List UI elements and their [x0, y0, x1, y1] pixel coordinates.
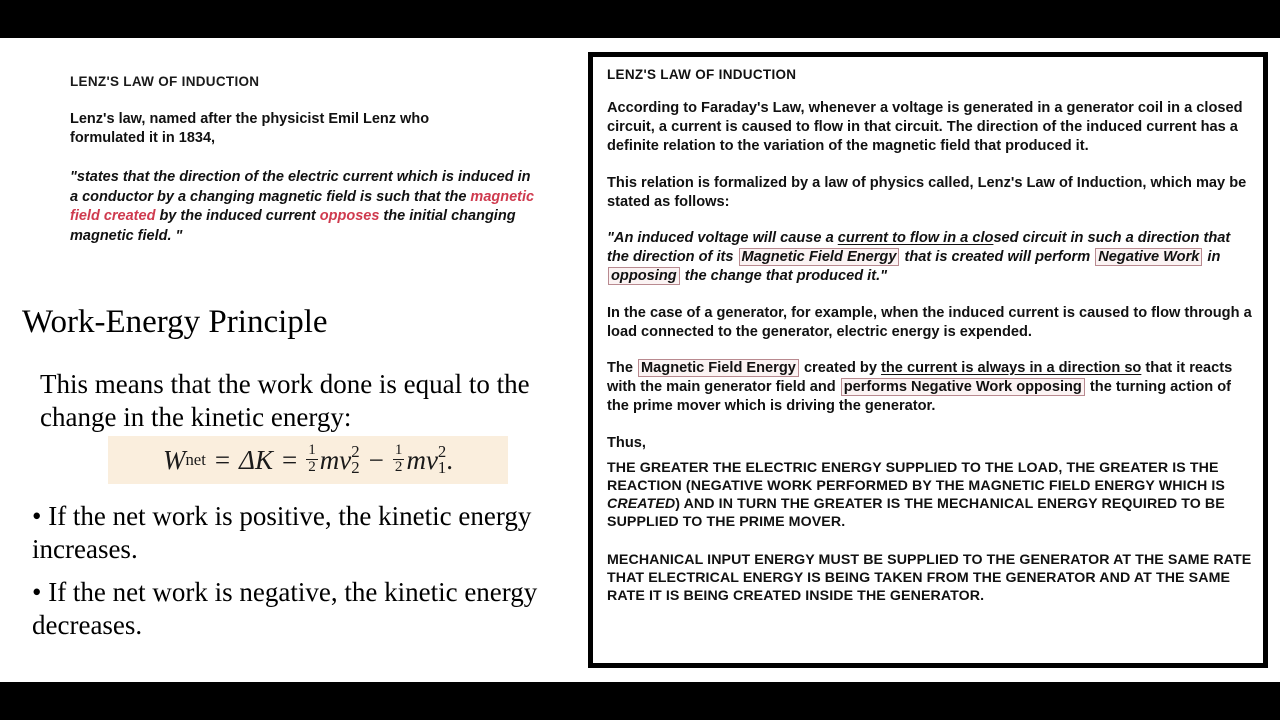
work-energy-formula-box	[108, 436, 508, 484]
rq-segment-5: the change that produced it."	[680, 268, 888, 285]
bullet-negative-work: • If the net work is negative, the kinetic energy decreases.	[32, 577, 538, 640]
formula-symbol-m-2: m	[406, 444, 426, 475]
formula-fraction-half-1	[306, 443, 318, 475]
v2-superscript: 2	[351, 442, 360, 462]
quote-segment-3: the initial changing magnetic field. "	[70, 208, 516, 244]
paragraph-lenz-law-quote	[607, 229, 1253, 287]
quote-highlight-magnetic-field-created: magnetic field created	[70, 188, 535, 224]
right-panel-content	[607, 67, 1253, 605]
bullet-positive-work: • If the net work is positive, the kinetic energy increases.	[32, 501, 532, 564]
caps-block-greater-electric-energy	[607, 459, 1253, 532]
frac-numerator-2: 1	[394, 442, 403, 459]
formula-v1-indices	[438, 444, 446, 476]
letterbox-bottom	[0, 682, 1280, 720]
rq-box-opposing: opposing	[608, 267, 680, 285]
mfe-segment-4: the turning action of the prime mover which is driving the generator.	[607, 379, 1231, 415]
rq-box-magnetic-field-energy: Magnetic Field Energy	[739, 248, 900, 266]
work-energy-formula	[163, 444, 453, 476]
caps-block-mechanical-input-energy: MECHANICAL INPUT ENERGY MUST BE SUPPLIED TO THE GENERATOR AT THE SAME RATE THAT ELECTRICAL ENERGY IS BEING TAKEN FROM THE GENERATOR AND AT THE SAME RATE IT IS BEING CREATED INSIDE THE GENERATOR.	[607, 551, 1252, 605]
formula-fraction-half-2	[393, 443, 405, 475]
caps1-segment-2: ) AND IN TURN THE GREATER IS THE MECHANICAL ENERGY REQUIRED TO BE SUPPLIED TO THE PRIME MOVER.	[607, 496, 1225, 531]
v1-subscript: 1	[437, 458, 447, 477]
formula-symbol-v-2: v	[425, 444, 438, 475]
work-energy-principle-title: Work-Energy Principle	[22, 304, 328, 340]
paragraph-magnetic-field-energy	[607, 359, 1253, 417]
rq-box-negative-work: Negative Work	[1095, 248, 1202, 266]
thus-label: Thus,	[607, 434, 646, 451]
frac-numerator: 1	[308, 442, 316, 459]
slide-canvas	[0, 38, 1280, 682]
formula-symbol-w: W	[162, 444, 186, 475]
formula-symbol-m-1: m	[319, 444, 340, 475]
formula-symbol-v-1: v	[339, 444, 352, 475]
mfe-segment-3: that it reacts with the main generator field and	[607, 360, 1233, 396]
frac-denominator-2: 2	[394, 458, 403, 475]
rq-underline-current-to-flow: current to flow in a clo	[837, 230, 994, 247]
mfe-segment-2: created by	[799, 360, 882, 377]
mfe-underline-current-direction: the current is always in a direction so	[881, 360, 1142, 377]
left-lenz-intro: Lenz's law, named after the physicist Emil Lenz who formulated it in 1834,	[70, 111, 430, 146]
formula-equals-2: =	[281, 444, 298, 475]
paragraph-faradays-law: According to Faraday's Law, whenever a voltage is generated in a generator coil in a closed circuit, a current is caused to flow in that circuit. The direction of the induced current has a definite relation to the variation of the magnetic field that produced it.	[607, 100, 1243, 155]
paragraph-relation-formalized: This relation is formalized by a law of physics called, Lenz's Law of Induction, which may be stated as follows:	[607, 174, 1247, 210]
v2-subscript: 2	[351, 458, 360, 477]
left-lenz-quote	[70, 168, 540, 246]
mfe-box-performs-negative-work-opposing: performs Negative Work opposing	[841, 378, 1085, 396]
left-panel	[0, 38, 575, 682]
quote-segment-1: "states that the direction of the electric current which is induced in a conductor by a changing magnetic field is such that the	[70, 169, 531, 205]
formula-equals-1: =	[214, 444, 231, 475]
quote-highlight-opposes: opposes	[319, 208, 380, 224]
formula-v2-indices	[351, 444, 359, 476]
quote-segment-2: by the induced current	[155, 208, 320, 224]
formula-sub-net: net	[185, 450, 206, 469]
mfe-box-magnetic-field-energy: Magnetic Field Energy	[638, 359, 799, 377]
caps1-italic-created: CREATED	[607, 496, 676, 513]
work-energy-lead-text: This means that the work done is equal to the change in the kinetic energy:	[40, 369, 530, 432]
formula-minus: −	[368, 444, 384, 475]
paragraph-generator-example: In the case of a generator, for example, when the induced current is caused to flow through a load connected to the generator, electric energy is expended.	[607, 304, 1252, 340]
caps1-segment-1: THE GREATER THE ELECTRIC ENERGY SUPPLIED TO THE LOAD, THE GREATER IS THE REACTION (NEGATIVE WORK PERFORMED BY THE MAGNETIC FIELD ENERGY WHICH IS	[607, 459, 1225, 495]
rq-segment-2: sed circuit in such a direction that the direction of its	[607, 230, 1231, 266]
v1-superscript: 2	[437, 442, 447, 462]
rq-segment-1: "An induced voltage will cause a	[607, 230, 838, 247]
mfe-segment-1: The	[607, 360, 637, 377]
formula-period: .	[446, 444, 454, 475]
right-lenz-heading: LENZ'S LAW OF INDUCTION	[607, 67, 797, 82]
left-lenz-heading: LENZ'S LAW OF INDUCTION	[70, 74, 260, 89]
rq-segment-3: that is created will perform	[900, 249, 1095, 266]
frac-denominator: 2	[308, 458, 316, 475]
letterbox-top	[0, 0, 1280, 38]
rq-segment-4: in	[1203, 249, 1221, 266]
formula-delta-k: ΔK	[239, 444, 273, 475]
right-panel-framed-text	[588, 52, 1268, 668]
